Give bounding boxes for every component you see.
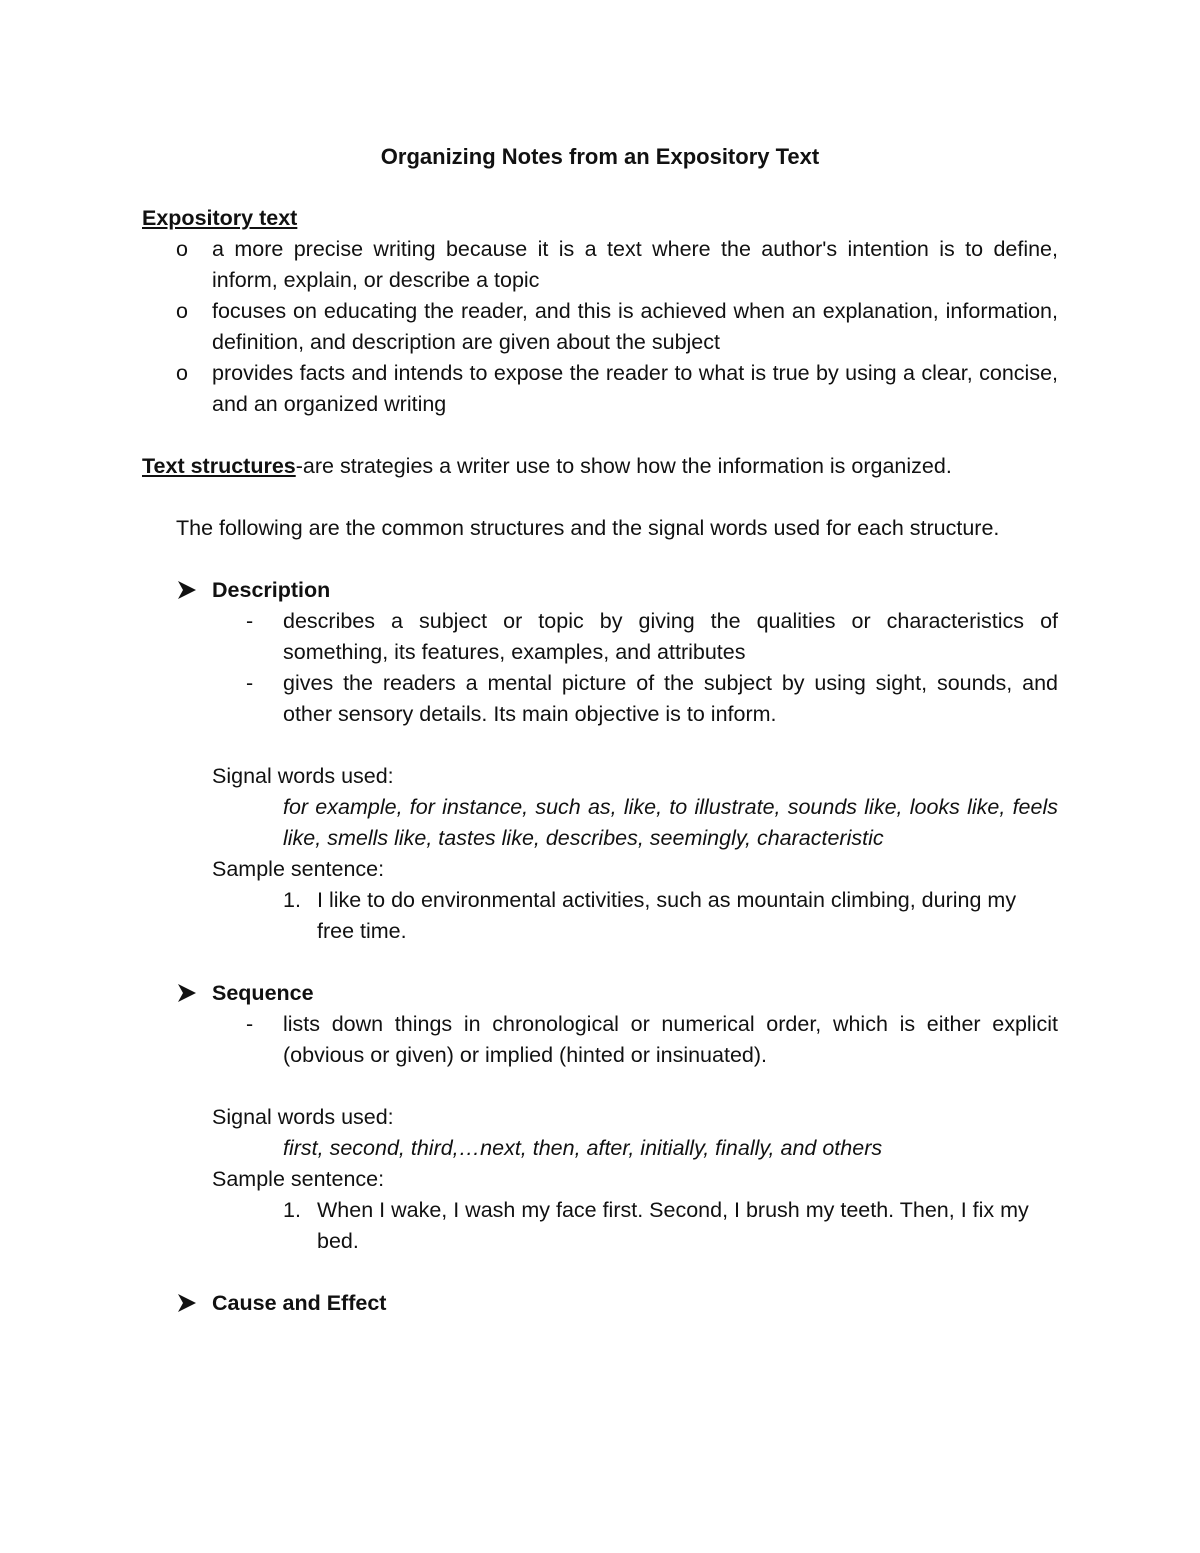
expository-heading: Expository text (142, 206, 298, 230)
section-heading-cause-effect (142, 1288, 1058, 1319)
document-page (142, 141, 1058, 1319)
sample-sentence-label: Sample sentence: (212, 857, 385, 881)
expository-bullet (142, 358, 1058, 420)
intro-paragraph: The following are the common structures and the signal words used for each structure. (176, 516, 1000, 540)
sequence-point (142, 1009, 1058, 1071)
document-title: Organizing Notes from an Expository Text (380, 144, 820, 169)
spacer (142, 482, 1058, 513)
signal-words-label: Signal words used: (212, 764, 394, 788)
dash-marker: - (246, 671, 254, 695)
dash-marker: - (246, 609, 254, 633)
arrowhead-icon (176, 982, 198, 1004)
bullet-marker: o (176, 237, 188, 261)
dash-marker: - (246, 1012, 254, 1036)
sample-sentence-label: Sample sentence: (212, 1167, 385, 1191)
section-heading-text: Description (212, 578, 331, 602)
section-heading-text: Cause and Effect (212, 1291, 387, 1315)
bullet-text: provides facts and intends to expose the reader to what is true by using a clear, concise, and an organized writing (212, 361, 1058, 416)
expository-bullet (142, 296, 1058, 358)
bullet-marker: o (176, 299, 188, 323)
sample-sentence (142, 885, 1058, 947)
sample-text: When I wake, I wash my face first. Second, I brush my teeth. Then, I fix my bed. (317, 1198, 1029, 1253)
point-text: describes a subject or topic by giving the qualities or characteristics of something, its features, examples, and attributes (283, 609, 1058, 664)
signal-words-label: Signal words used: (212, 1105, 394, 1129)
description-point (142, 668, 1058, 730)
section-heading-sequence (142, 978, 1058, 1009)
expository-bullet (142, 234, 1058, 296)
point-text: lists down things in chronological or numerical order, which is either explicit (obvious or given) or implied (hinted or insinuated). (283, 1012, 1058, 1067)
spacer (142, 420, 1058, 451)
spacer (142, 947, 1058, 978)
text-structures-definition (142, 451, 1058, 482)
arrowhead-icon (176, 579, 198, 601)
spacer (142, 730, 1058, 761)
point-text: gives the readers a mental picture of the subject by using sight, sounds, and other sensory details. Its main objective is to inform. (283, 671, 1058, 726)
text-structures-text: -are strategies a writer use to show how the information is organized. (295, 454, 952, 478)
sample-text: I like to do environmental activities, such as mountain climbing, during my free time. (317, 888, 1017, 943)
bullet-text: focuses on educating the reader, and this is achieved when an explanation, information, definition, and description are given about the subject (212, 299, 1058, 354)
spacer (142, 1071, 1058, 1102)
sample-sentence (142, 1195, 1058, 1257)
bullet-marker: o (176, 361, 188, 385)
arrowhead-icon (176, 1292, 198, 1314)
spacer (142, 544, 1058, 575)
bullet-text: a more precise writing because it is a text where the author's intention is to define, inform, explain, or describe a topic (212, 237, 1058, 292)
signal-words-list: for example, for instance, such as, like, to illustrate, sounds like, looks like, feels like, smells like, tastes like, describes, seemingly, characteristic (283, 795, 1058, 850)
list-number: 1. (283, 1198, 301, 1222)
signal-words-list: first, second, third,…next, then, after, initially, finally, and others (283, 1136, 883, 1160)
spacer (142, 1257, 1058, 1288)
spacer (142, 172, 1058, 203)
list-number: 1. (283, 888, 301, 912)
section-heading-description (142, 575, 1058, 606)
text-structures-term: Text structures (142, 454, 296, 478)
section-heading-text: Sequence (212, 981, 314, 1005)
description-point (142, 606, 1058, 668)
